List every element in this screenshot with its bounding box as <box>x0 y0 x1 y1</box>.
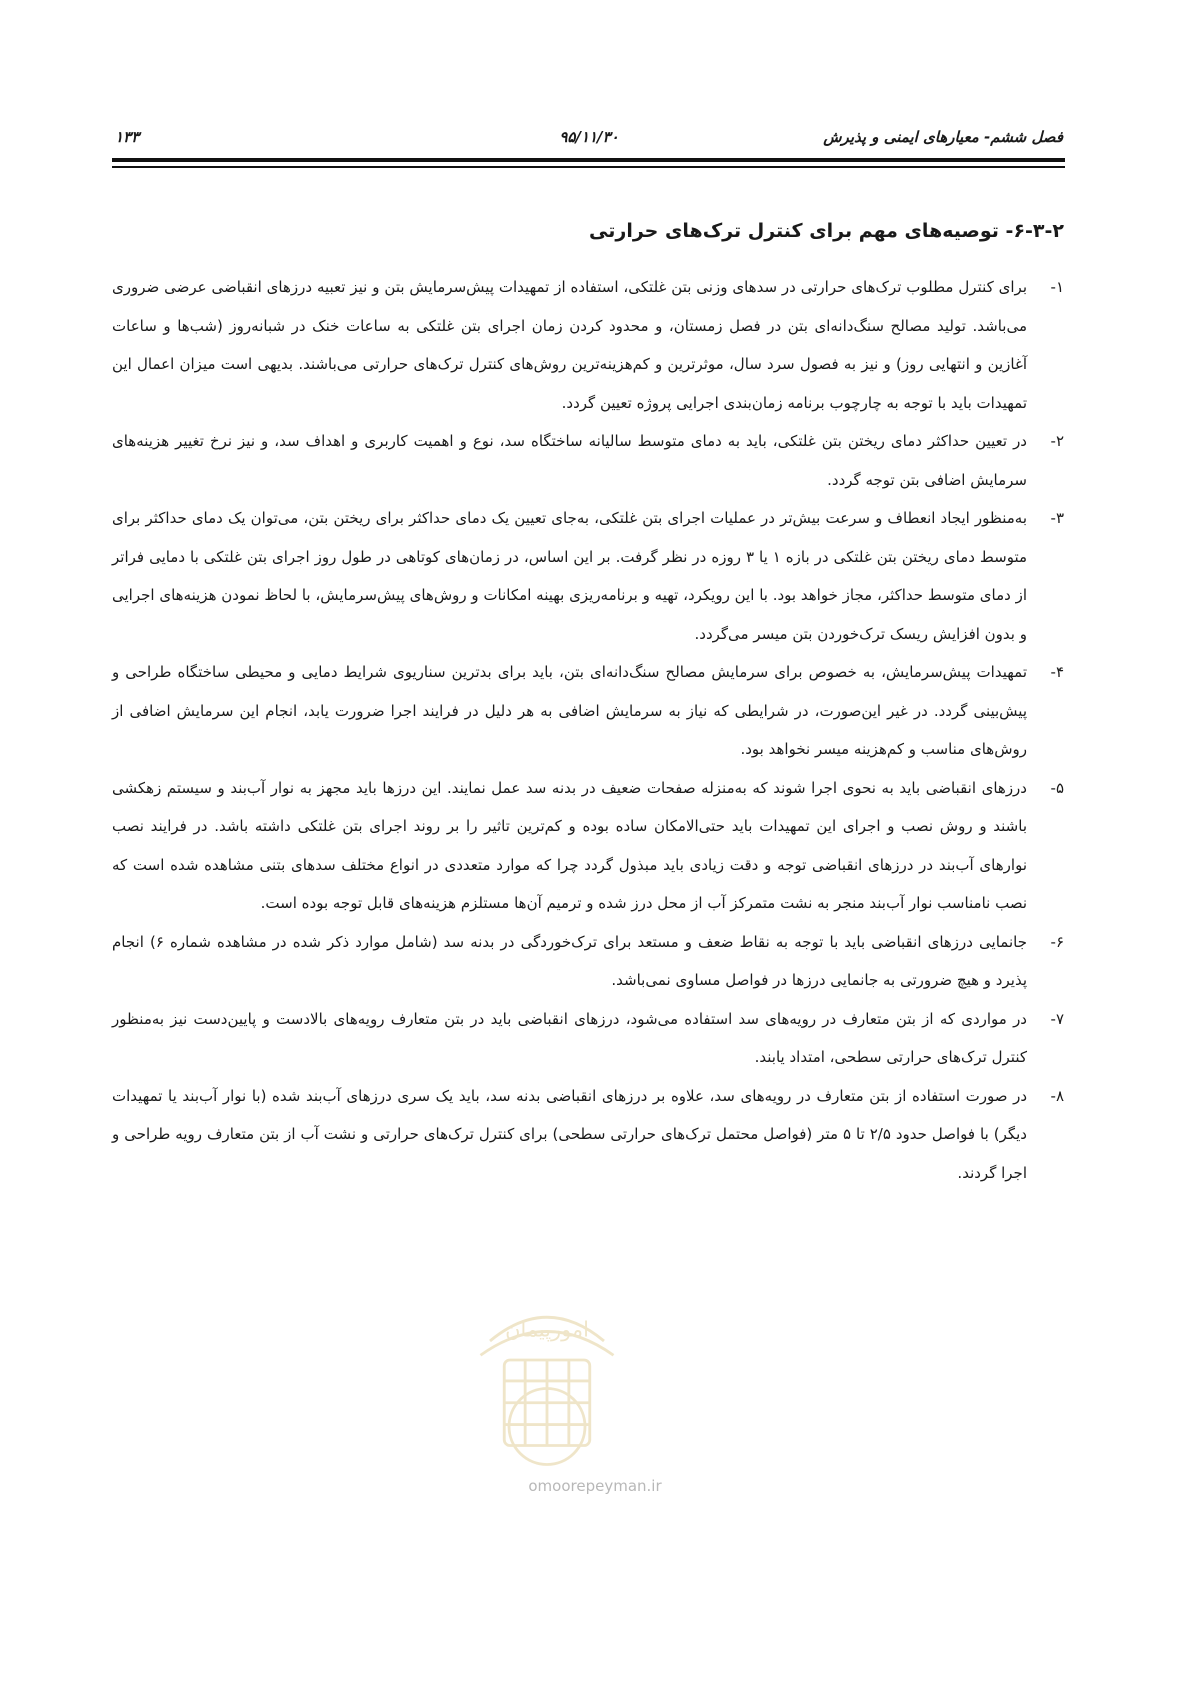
section-title: ۶-۳-۲- توصیه‌های مهم برای کنترل ترک‌های حرارتی <box>589 220 1064 242</box>
item-text: جانمایی درزهای انقباضی باید با توجه به نقاط ضعف و مستعد برای ترک‌خوردگی در بدنه سد (شامل موارد ذکر شده در مشاهده شماره ۶) انجام پذیرد و هیچ ضرورتی به جانمایی درزها در فواصل مساوی نمی‌باشد. <box>112 932 1027 989</box>
list-item <box>112 769 1064 923</box>
list-item <box>112 1000 1064 1077</box>
watermark-site-text: omoorepeyman.ir <box>528 1477 662 1495</box>
item-number: ۴- <box>1050 663 1064 681</box>
item-number: ۷- <box>1050 1009 1064 1028</box>
item-number: ۶- <box>1050 932 1064 951</box>
item-number: ۵- <box>1050 778 1064 797</box>
list-item <box>112 923 1064 1000</box>
header-date: ۹۵/۱۱/۳۰ <box>559 128 619 146</box>
list-item <box>112 1077 1064 1193</box>
svg-text:امورپیمان: امورپیمان <box>505 1317 589 1342</box>
page-number: ۱۳۳ <box>115 128 140 146</box>
chapter-title: فصل ششم- معیارهای ایمنی و پذیرش <box>823 128 1063 146</box>
watermark-seal-icon <box>452 1284 642 1474</box>
header-rule-thin <box>112 166 1065 168</box>
item-number: ۳- <box>1050 509 1064 527</box>
item-text: درزهای انقباضی باید به نحوی اجرا شوند که به‌منزله صفحات ضعیف در بدنه سد عمل نمایند. این درزها باید مجهز به نوار آب‌بند و سیستم زهکشی باشند و روش نصب و اجرای این تمهیدات باید حتی‌الامکان ساده بوده و کم‌ترین تاثیر را بر روند اجرای بتن غلتکی داشته باشد. در فرایند نصب نوارهای آب‌بند در درزهای انقباضی توجه و دقت زیادی باید مبذول گردد چرا که موارد متعددی در انواع مختلف سدهای بتنی مشاهده شده است که نصب نامناسب نوار آب‌بند منجر به نشت متمرکز آب از محل درز شده و ترمیم آن‌ها مستلزم هزینه‌های قابل توجه بوده است. <box>112 778 1027 912</box>
list-item <box>112 268 1064 422</box>
item-text: در تعیین حداکثر دمای ریختن بتن غلتکی، باید به دمای متوسط سالیانه ساختگاه سد، نوع و اهمیت کاربری و اهداف سد، و نیز نرخ تغییر هزینه‌های سرمایش اضافی بتن توجه گردد. <box>112 432 1027 489</box>
page-header <box>115 126 1063 152</box>
item-text: در مواردی که از بتن متعارف در رویه‌های سد استفاده می‌شود، درزهای انقباضی باید در بتن متعارف رویه‌های بالادست و پایین‌دست نیز به‌منظور کنترل ترک‌های حرارتی سطحی، امتداد یابند. <box>112 1009 1027 1066</box>
recommendations-list <box>112 268 1064 1192</box>
list-item <box>112 499 1064 653</box>
item-number: ۲- <box>1050 432 1064 450</box>
item-text: در صورت استفاده از بتن متعارف در رویه‌های سد، علاوه بر درزهای انقباضی بدنه سد، باید یک سری درزهای آب‌بند شده (با نوار آب‌بند یا تمهیدات دیگر) با فواصل حدود ۲/۵ تا ۵ متر (فواصل محتمل ترک‌های حرارتی سطحی) برای کنترل ترک‌های حرارتی و نشت آب از بتن متعارف رویه طراحی و اجرا گردند. <box>112 1086 1027 1182</box>
list-item <box>112 422 1064 499</box>
header-rule-thick <box>112 158 1065 162</box>
item-number: ۱- <box>1050 278 1064 296</box>
item-text: تمهیدات پیش‌سرمایش، به خصوص برای سرمایش مصالح سنگ‌دانه‌ای بتن، باید برای بدترین سناریوی شرایط دمایی و محیطی ساختگاه طراحی و پیش‌بینی گردد. در غیر این‌صورت، در شرایطی که نیاز به سرمایش اضافی به هر دلیل در فرایند اجرا ضرورت یابد، انجام این سرمایش اضافی از روش‌های مناسب و کم‌هزینه میسر نخواهد بود. <box>112 663 1027 758</box>
list-item <box>112 653 1064 769</box>
item-text: به‌منظور ایجاد انعطاف و سرعت بیش‌تر در عملیات اجرای بتن غلتکی، به‌جای تعیین یک دمای حداکثر برای ریختن بتن، می‌توان یک دمای حداکثر برای متوسط دمای ریختن بتن غلتکی در بازه ۱ یا ۳ روزه در نظر گرفت. بر این اساس، در زمان‌های کوتاهی در طول روز اجرای بتن غلتکی با دمایی فراتر از دمای متوسط حداکثر، مجاز خواهد بود. با این رویکرد، تهیه و برنامه‌ریزی بهینه امکانات و روش‌های پیش‌سرمایش، با لحاظ نمودن هزینه‌های اجرایی و بدون افزایش ریسک ترک‌خوردن بتن میسر می‌گردد. <box>112 509 1028 643</box>
item-number: ۸- <box>1050 1086 1064 1105</box>
item-text: برای کنترل مطلوب ترک‌های حرارتی در سدهای وزنی بتن غلتکی، استفاده از تمهیدات پیش‌سرمایش بتن و نیز تعبیه درزهای انقباضی عرضی ضروری می‌باشد. تولید مصالح سنگ‌دانه‌ای بتن در فصل زمستان، و محدود کردن زمان اجرای بتن غلتکی به ساعات خنک در شبانه‌روز (شب‌ها و ساعات آغازین و انتهایی روز) و نیز به فصول سرد سال، موثرترین و کم‌هزینه‌ترین روش‌های کنترل ترک‌های حرارتی می‌باشند. بدیهی است میزان اعمال این تمهیدات باید با توجه به چارچوب برنامه زمان‌بندی اجرایی پروژه تعیین گردد. <box>112 278 1027 412</box>
